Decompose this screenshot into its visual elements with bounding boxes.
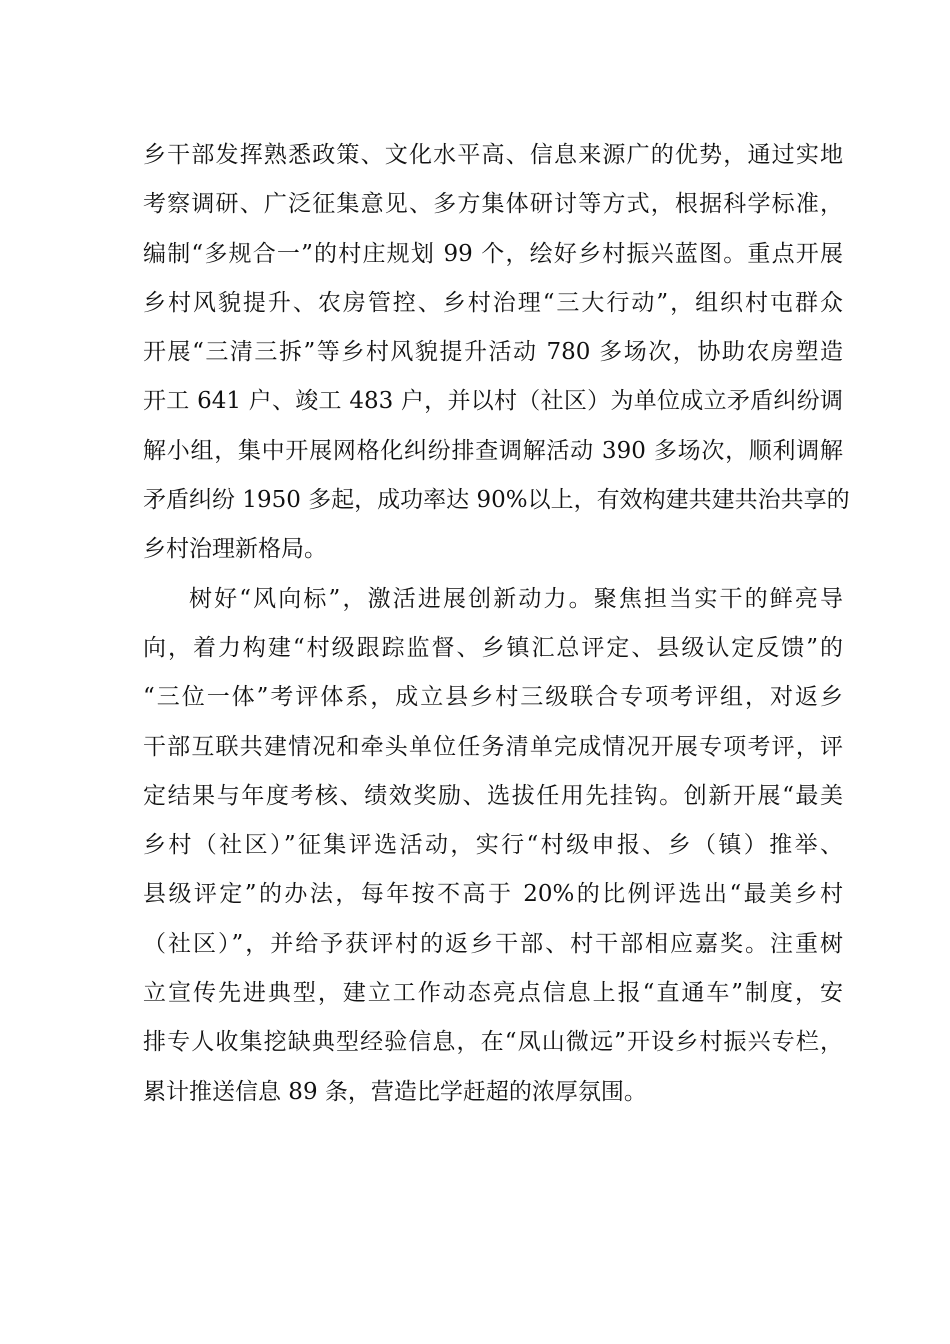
text-line: 定结果与年度考核、绩效奖励、选拔任用先挂钩。创新开展“最美 <box>143 782 843 809</box>
text-line: “三位一体”考评体系，成立县乡村三级联合专项考评组，对返乡 <box>143 684 843 711</box>
text-line: 排专人收集挖缺典型经验信息，在“凤山微远”开设乡村振兴专栏， <box>143 1029 843 1056</box>
text-line: 向，着力构建“村级跟踪监督、乡镇汇总评定、县级认定反馈”的 <box>143 634 843 661</box>
text-line: 考察调研、广泛征集意见、多方集体研讨等方式，根据科学标准， <box>143 191 843 218</box>
text-line: 开工 641 户、竣工 483 户，并以村（社区）为单位成立矛盾纠纷调 <box>143 388 843 415</box>
text-line: 干部互联共建情况和牵头单位任务清单完成情况开展专项考评，评 <box>143 733 843 760</box>
text-line: 解小组，集中开展网格化纠纷排查调解活动 390 多场次，顺利调解 <box>143 437 843 464</box>
text-line: 累计推送信息 89 条，营造比学赶超的浓厚氛围。 <box>143 1078 647 1105</box>
text-line: 树好“风向标”，激活进展创新动力。聚焦担当实干的鲜亮导 <box>189 585 843 612</box>
text-line: 乡干部发挥熟悉政策、文化水平高、信息来源广的优势，通过实地 <box>143 142 843 168</box>
text-line: 编制“多规合一”的村庄规划 99 个，绘好乡村振兴蓝图。重点开展 <box>143 240 843 267</box>
text-line: 开展“三清三拆”等乡村风貌提升活动 780 多场次，协助农房塑造 <box>143 339 843 366</box>
text-line: （社区）”，并给予获评村的返乡干部、村干部相应嘉奖。注重树 <box>143 930 843 957</box>
text-line: 乡村（社区）”征集评选活动，实行“村级申报、乡（镇）推举、 <box>143 832 843 859</box>
text-line: 乡村治理新格局。 <box>143 536 327 563</box>
text-line: 立宣传先进典型，建立工作动态亮点信息上报“直通车”制度，安 <box>143 980 843 1007</box>
paragraph-rural-governance <box>143 131 850 575</box>
text-line: 乡村风貌提升、农房管控、乡村治理“三大行动”，组织村屯群众 <box>143 289 843 316</box>
document-body <box>143 131 850 1117</box>
text-line: 县级评定”的办法，每年按不高于 20%的比例评选出“最美乡村 <box>143 881 843 908</box>
text-line: 矛盾纠纷 1950 多起，成功率达 90%以上，有效构建共建共治共享的 <box>143 487 850 514</box>
paragraph-evaluation-system <box>143 575 843 1117</box>
